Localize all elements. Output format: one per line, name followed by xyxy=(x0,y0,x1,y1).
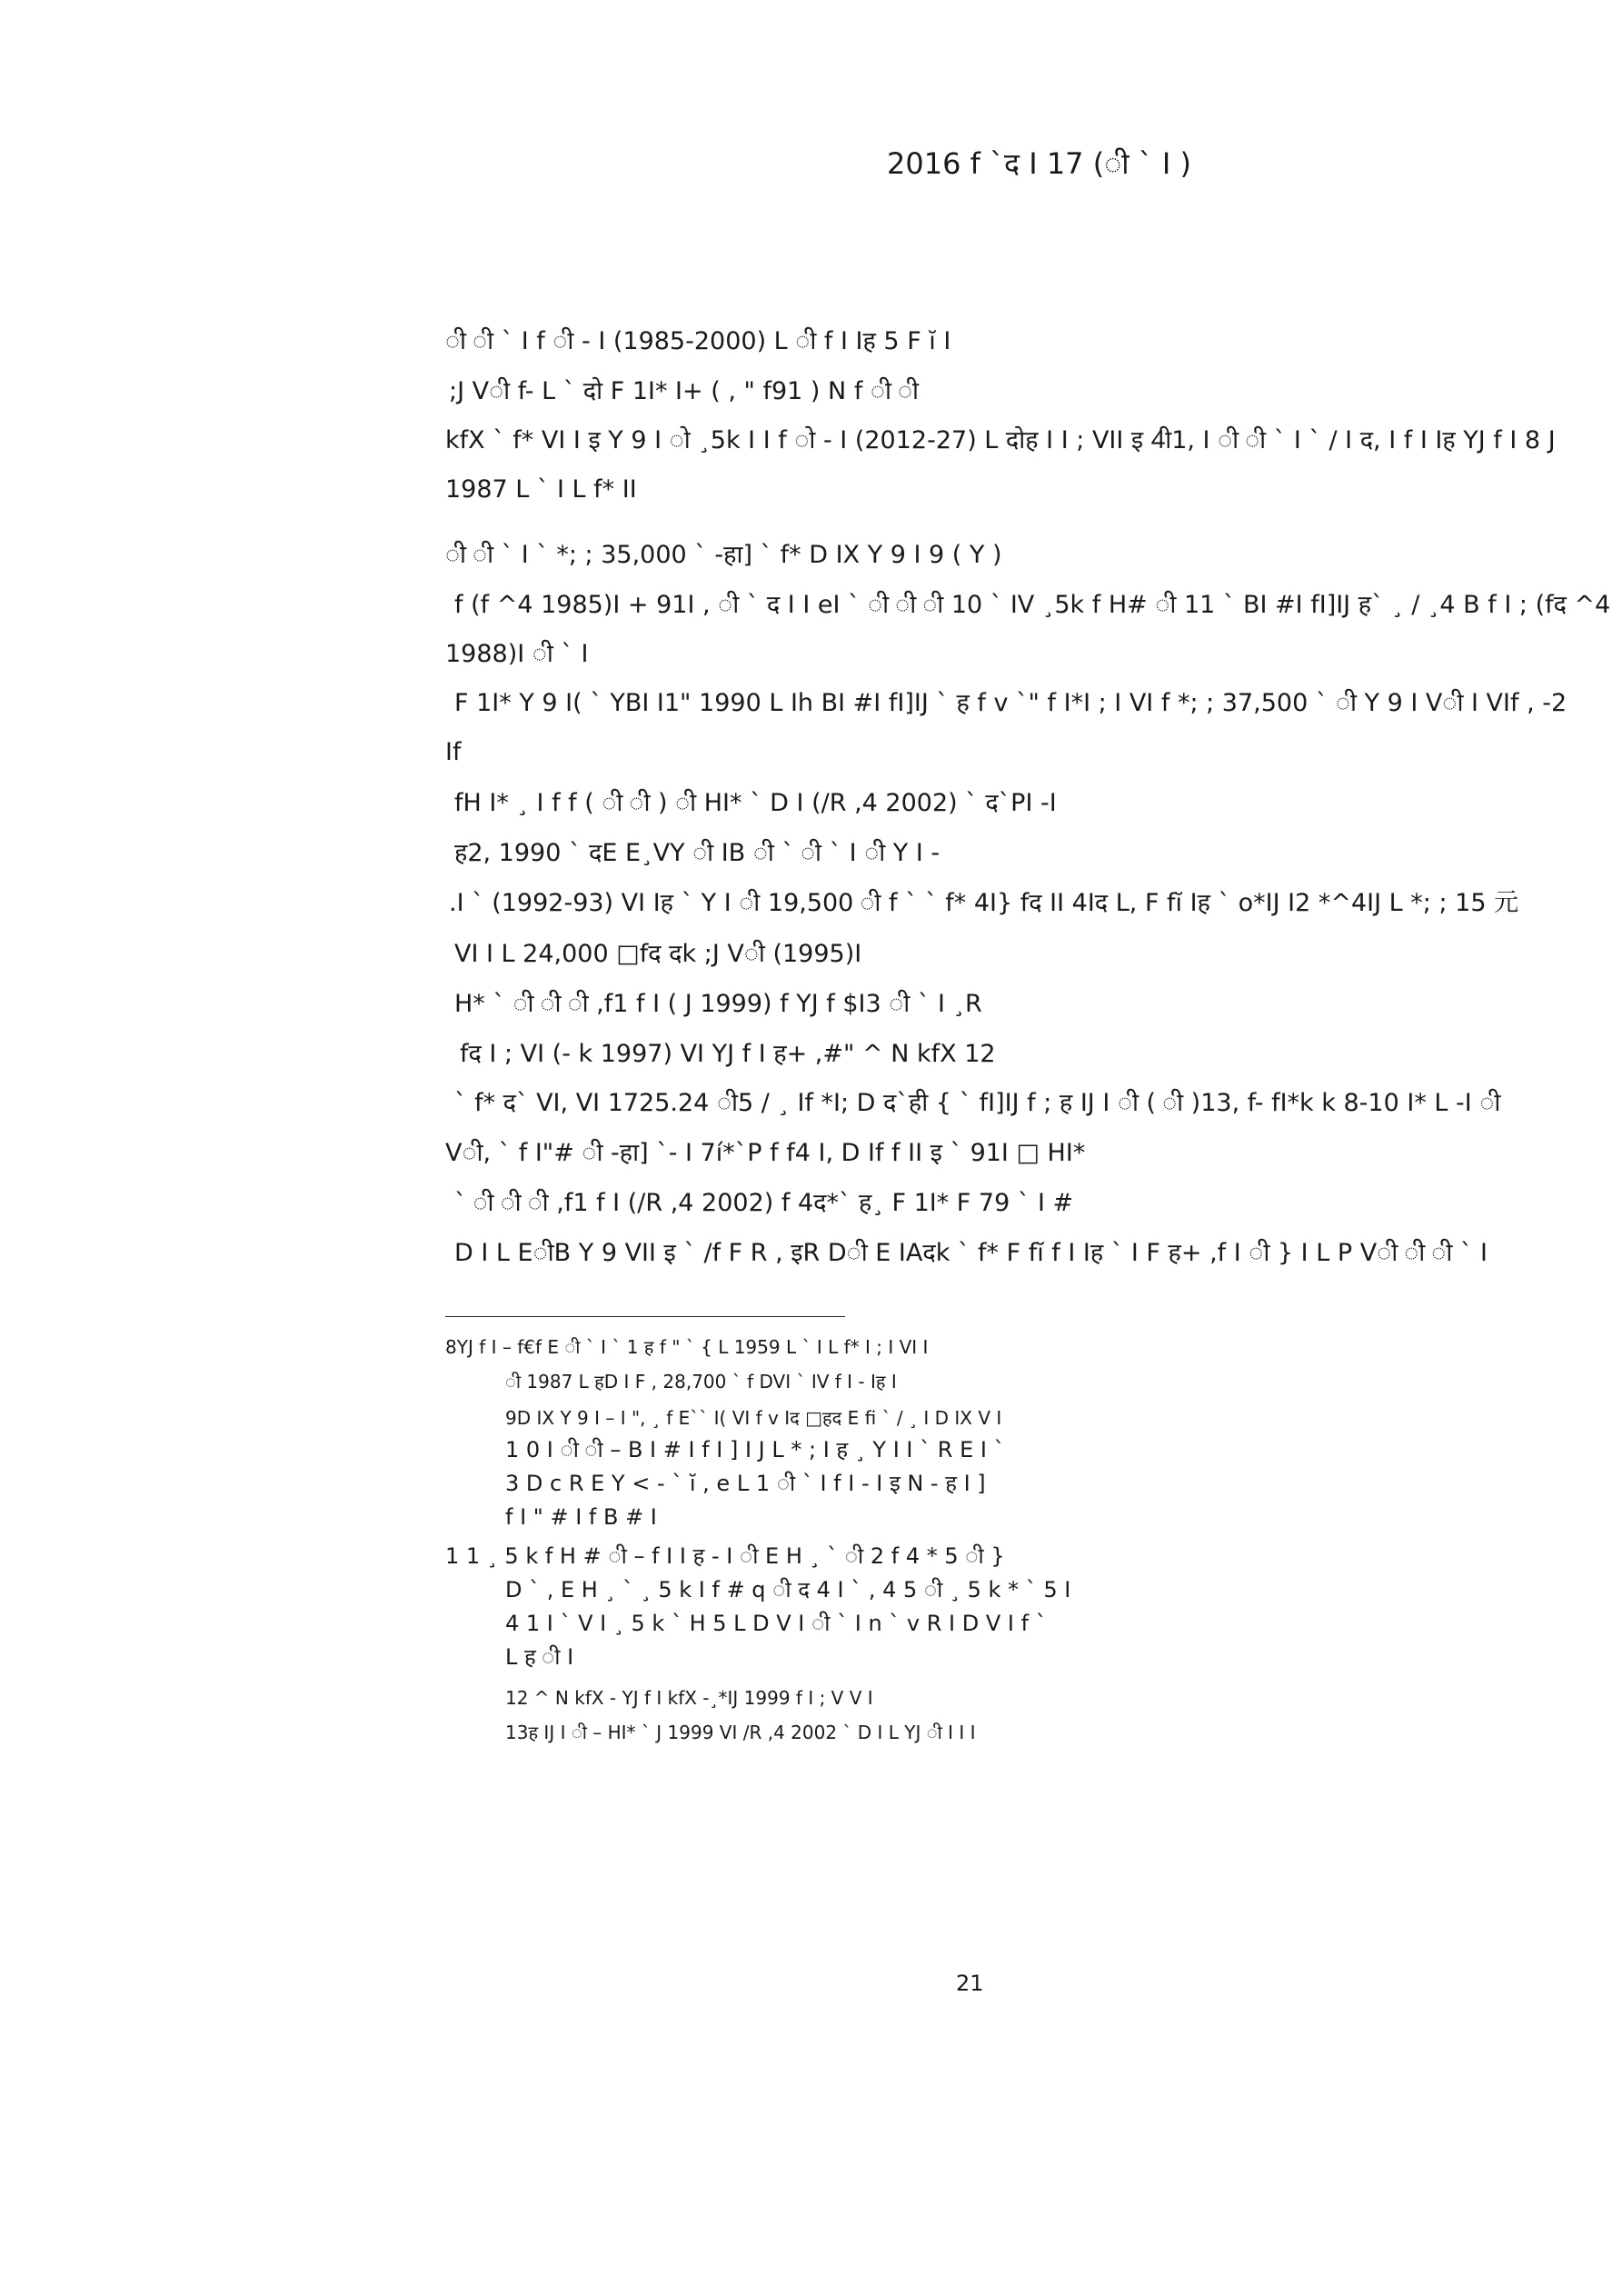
footnote: 9D IX Y 9 I – I ", ¸ f E`` I( VI f v Iद □हद E fi ` / ¸ I D IX V I xyxy=(505,1407,1002,1429)
body-line: Vी, ` f I"# ी -हा] `- I 7í*`P f f4 I, D If f II इ ` 91I □ HI* xyxy=(445,1139,1086,1167)
footnote: 13ह IJ I ी – HI* ` J 1999 VI /R ,4 2002 ` D I L YJ ी I I I xyxy=(505,1722,976,1743)
footnote: f I " # I f B # I xyxy=(505,1504,657,1530)
body-line: kfX ` f* VI I इ Y 9 I ो ¸5k I I f ो - I (2012-27) L दोह I I ; VII इ 4ी1, I ी ी ` I ` / I द, I f I Iह YJ f I 8 J xyxy=(445,426,1556,454)
body-line: f (f ^4 1985)I + 91I , ी ` द I I eI ` ी ी ी 10 ` IV ¸5k f H# ी 11 ` BI #I fI]IJ ह` ¸ / ¸4 B f I ; (fद ^4 xyxy=(454,591,1611,619)
body-line: 1987 L ` I L f* II xyxy=(445,475,637,504)
page-number: 21 xyxy=(956,1971,984,1996)
footnote: 4 1 I ` V I ¸ 5 k ` H 5 L D V I ी ` I n ` v R I D V I f ` xyxy=(505,1611,1047,1636)
body-line: If xyxy=(445,738,462,766)
footnote: 1 1 ¸ 5 k f H # ी – f I I ह - I ी E H ¸ ` ी 2 f 4 * 5 ी } xyxy=(445,1543,1005,1569)
body-line: F 1I* Y 9 I( ` YBI I1" 1990 L Ih BI #I fI]IJ ` ह f v `" f I*I ; I VI f *; ; 37,500 ` ी Y 9 I Vी I VIf , -2 xyxy=(454,689,1567,717)
body-line: 1988)I ी ` I xyxy=(445,640,589,668)
footnote: ी 1987 L हD I F , 28,700 ` f DVI ` IV f I - Iह I xyxy=(505,1371,897,1393)
body-line: ` ी ी ी ,f1 f I (/R ,4 2002) f 4द*` ह¸ F 1I* F 79 ` I # xyxy=(454,1189,1074,1217)
footnote: 12 ^ N kfX - YJ f I kfX -¸*IJ 1999 f I ; V V I xyxy=(505,1687,873,1709)
body-line: .I ` (1992-93) VI Iह ` Y I ी 19,500 ी f ` ` f* 4I} fद II 4Iद L, F fĭ Iह ` o*IJ I2 *^4IJ L *; ; 15 元 xyxy=(449,889,1519,917)
footnote: L ह ी I xyxy=(505,1644,574,1670)
body-line: H* ` ी ी ी ,f1 f I ( J 1999) f YJ f $I3 ी ` I ¸R xyxy=(454,990,982,1018)
body-line: fद I ; VI (- k 1997) VI YJ f I ह+ ,#" ^ N kfX 12 xyxy=(460,1040,996,1068)
footnote: 3 D c R E Y < - ` ĭ , e L 1 ी ` I f I - I इ N - ह I ] xyxy=(505,1471,986,1496)
footnote: 8YJ f I – f€f E ी ` I ` 1 ह f " ` { L 1959 L ` I L f* I ; I VI I xyxy=(445,1336,929,1358)
body-line: D I L EीB Y 9 VII इ ` /f F R , इR Dी E IAदk ` f* F fĭ f I Iह ` I F ह+ ,f I ी } I L P Vी ी ी ` I xyxy=(454,1239,1488,1267)
footnote-separator xyxy=(445,1316,845,1317)
body-line: ह2, 1990 ` दE E¸VY ी IB ी ` ी ` I ी Y I - xyxy=(454,839,940,867)
footnote: 1 0 I ी ी – B I # I f I ] I J L * ; I ह ¸ Y I I ` R E I ` xyxy=(505,1437,1005,1462)
footnote: D ` , E H ¸ ` ¸ 5 k I f # q ी द 4 I ` , 4 5 ी ¸ 5 k * ` 5 I xyxy=(505,1577,1071,1602)
body-line: ी ी ` I ` *; ; 35,000 ` -हा] ` f* D IX Y 9 I 9 ( Y ) xyxy=(445,541,1002,569)
page-title: 2016 f `द I 17 (ी ` I ) xyxy=(887,146,1191,181)
body-line: ;J Vी f- L ` दो F 1I* I+ ( , " f91 ) N f ी ी xyxy=(449,377,919,405)
body-line: ` f* द` VI, VI 1725.24 ी5 / ¸ If *I; D द`ही { ` fI]IJ f ; ह IJ I ी ( ी )13, f- fI*k k 8-10 I* L -I ी xyxy=(454,1089,1501,1117)
body-line: VI I L 24,000 □fद दk ;J Vी (1995)I xyxy=(454,940,862,968)
body-line: fH I* ¸ I f f ( ी ी ) ी HI* ` D I (/R ,4 2002) ` द`PI -I xyxy=(454,789,1057,817)
body-line: ी ी ` I f ी - I (1985-2000) L ी f I Iह 5 F ĭ I xyxy=(445,327,951,355)
